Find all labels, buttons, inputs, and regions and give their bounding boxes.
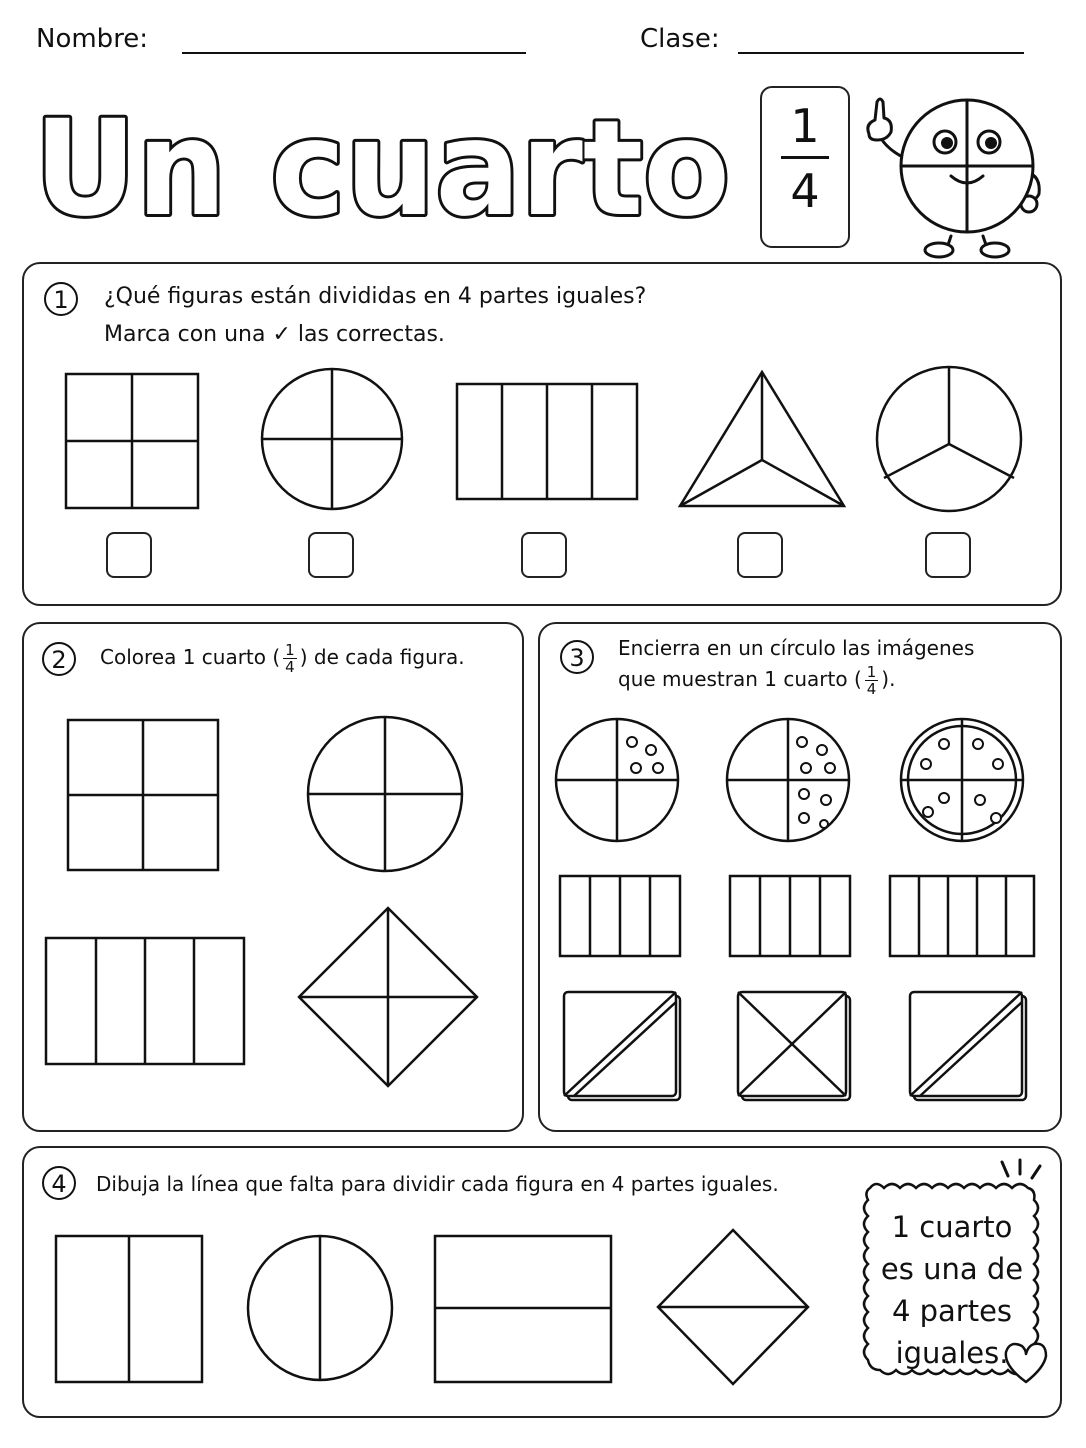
section-3-line1: Encierra en un círculo las imágenes [618, 636, 975, 660]
s1-square-quartered [66, 374, 198, 508]
section-1-shapes [0, 366, 1086, 526]
checkbox-square[interactable] [106, 532, 152, 578]
s1-circle-thirds [877, 367, 1021, 511]
s4-square-half [56, 1236, 202, 1382]
class-field[interactable] [738, 52, 1024, 54]
section-2-number: 2 [42, 642, 76, 676]
section-3-fraction: $\frac{1}{4}$ [866, 663, 877, 698]
note-line-2: es una de [880, 1252, 1024, 1286]
section-4-number: 4 [42, 1166, 76, 1200]
name-label: Nombre: [36, 24, 149, 54]
section-1-instruction: Marca con una ✓ las correctas. [104, 322, 445, 347]
s3-pizza-one-quarter[interactable] [556, 719, 678, 841]
s1-triangle-unequal [680, 372, 844, 506]
svg-text:Un cuarto: Un cuarto [34, 92, 730, 246]
s3-sandwich-halves-2[interactable] [910, 992, 1026, 1100]
checkbox-triangle[interactable] [737, 532, 783, 578]
checkbox-rectangle[interactable] [521, 532, 567, 578]
s3-sandwich-quarters[interactable] [738, 992, 850, 1100]
s1-rectangle-four-strips [457, 384, 637, 499]
s3-pizza-whole[interactable] [901, 719, 1023, 841]
s3-bar-2[interactable] [730, 876, 850, 956]
class-label: Clase: [640, 24, 720, 54]
note-text [872, 1206, 1032, 1374]
s3-pizza-two-quarters[interactable] [727, 719, 849, 841]
section-4-shapes [0, 1226, 840, 1396]
mascot-illustration [855, 90, 1055, 260]
check-icon: ✓ [272, 322, 291, 347]
s4-diamond-half [658, 1230, 808, 1384]
s1-circle-quartered [262, 369, 402, 509]
name-field[interactable] [182, 52, 526, 54]
section-2-fraction: $\frac{1}{4}$ [285, 641, 295, 676]
section-3-images [538, 700, 1062, 1120]
s3-bar-3[interactable] [890, 876, 1034, 956]
title-fraction-bar [781, 156, 829, 159]
s4-rectangle-half [435, 1236, 611, 1382]
section-4-instruction: Dibuja la línea que falta para dividir cada figura en 4 partes iguales. [96, 1172, 779, 1196]
checkbox-circle[interactable] [308, 532, 354, 578]
s2-circle [308, 717, 462, 871]
title-fraction-numerator: 1 [790, 99, 820, 153]
title-text [28, 80, 768, 246]
title-fraction-box [760, 86, 850, 248]
checkbox-circle-thirds[interactable] [925, 532, 971, 578]
sparkle-lines-icon [1002, 1160, 1040, 1178]
section-3-number: 3 [560, 640, 594, 674]
s2-diamond [299, 908, 477, 1086]
section-1-question: ¿Qué figuras están divididas en 4 partes iguales? [104, 284, 647, 309]
section-2-instruction: Colorea 1 cuarto ( $\frac{1}{4}$ ) de cada figura. [100, 641, 465, 676]
title-fraction-denominator: 4 [790, 164, 820, 218]
s4-circle-half [248, 1236, 392, 1380]
note-line-1: 1 cuarto [891, 1210, 1013, 1244]
section-1-number: 1 [44, 282, 78, 316]
note-line-4: iguales. [895, 1336, 1009, 1370]
note-line-3: 4 partes [891, 1294, 1013, 1328]
s3-bar-1[interactable] [560, 876, 680, 956]
s3-sandwich-halves[interactable] [564, 992, 680, 1100]
s2-square [68, 720, 218, 870]
section-3-line2: que muestran 1 cuarto ( $\frac{1}{4}$ ). [618, 663, 896, 698]
section-2-shapes [22, 700, 542, 1100]
s2-rectangle [46, 938, 244, 1064]
